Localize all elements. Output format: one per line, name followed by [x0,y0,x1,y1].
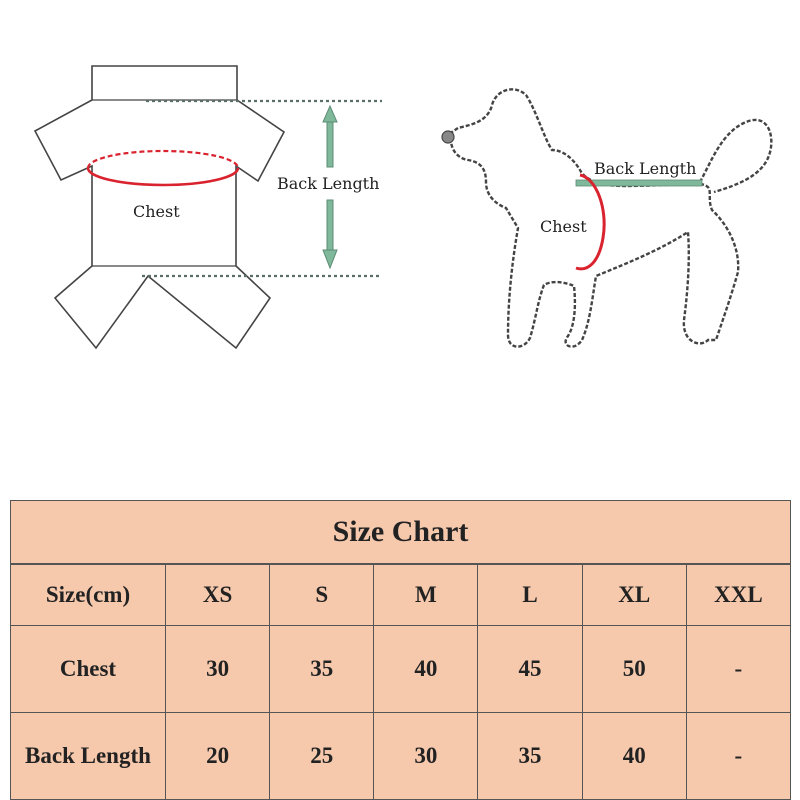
chest-value-m: 40 [374,626,478,713]
dog-chest-label: Chest [540,217,587,236]
size-header-m: M [374,564,478,626]
dog-measurement-diagram [400,0,800,360]
size-chart-table [10,500,791,800]
size-header-xxl: XXL [686,564,790,626]
dog-body-outline [451,89,738,346]
dog-back-length-label: Back Length [594,159,697,178]
dog-nose [442,131,454,143]
garment-back-length-label: Back Length [277,174,380,193]
back-length-value-xxl: - [686,713,790,800]
back-length-value-xs: 20 [166,713,270,800]
table-row [11,626,791,713]
size-chart-title: Size Chart [11,501,791,565]
chest-value-xl: 50 [582,626,686,713]
chest-value-s: 35 [270,626,374,713]
size-header-xs: XS [166,564,270,626]
size-header-xl: XL [582,564,686,626]
size-header-label: Size(cm) [11,564,166,626]
size-chart-title-row [11,501,791,565]
garment-chest-label: Chest [133,202,180,221]
back-length-value-s: 25 [270,713,374,800]
back-length-value-l: 35 [478,713,582,800]
garment-measurement-diagram [0,0,400,360]
chest-value-l: 45 [478,626,582,713]
chest-value-xxl: - [686,626,790,713]
back-length-value-m: 30 [374,713,478,800]
size-header-l: L [478,564,582,626]
row-label-chest: Chest [11,626,166,713]
back-length-value-xl: 40 [582,713,686,800]
size-header-s: S [270,564,374,626]
dog-tail-outline [700,120,771,192]
chest-value-xs: 30 [166,626,270,713]
row-label-back-length: Back Length [11,713,166,800]
size-chart-header-row [11,564,791,626]
table-row [11,713,791,800]
